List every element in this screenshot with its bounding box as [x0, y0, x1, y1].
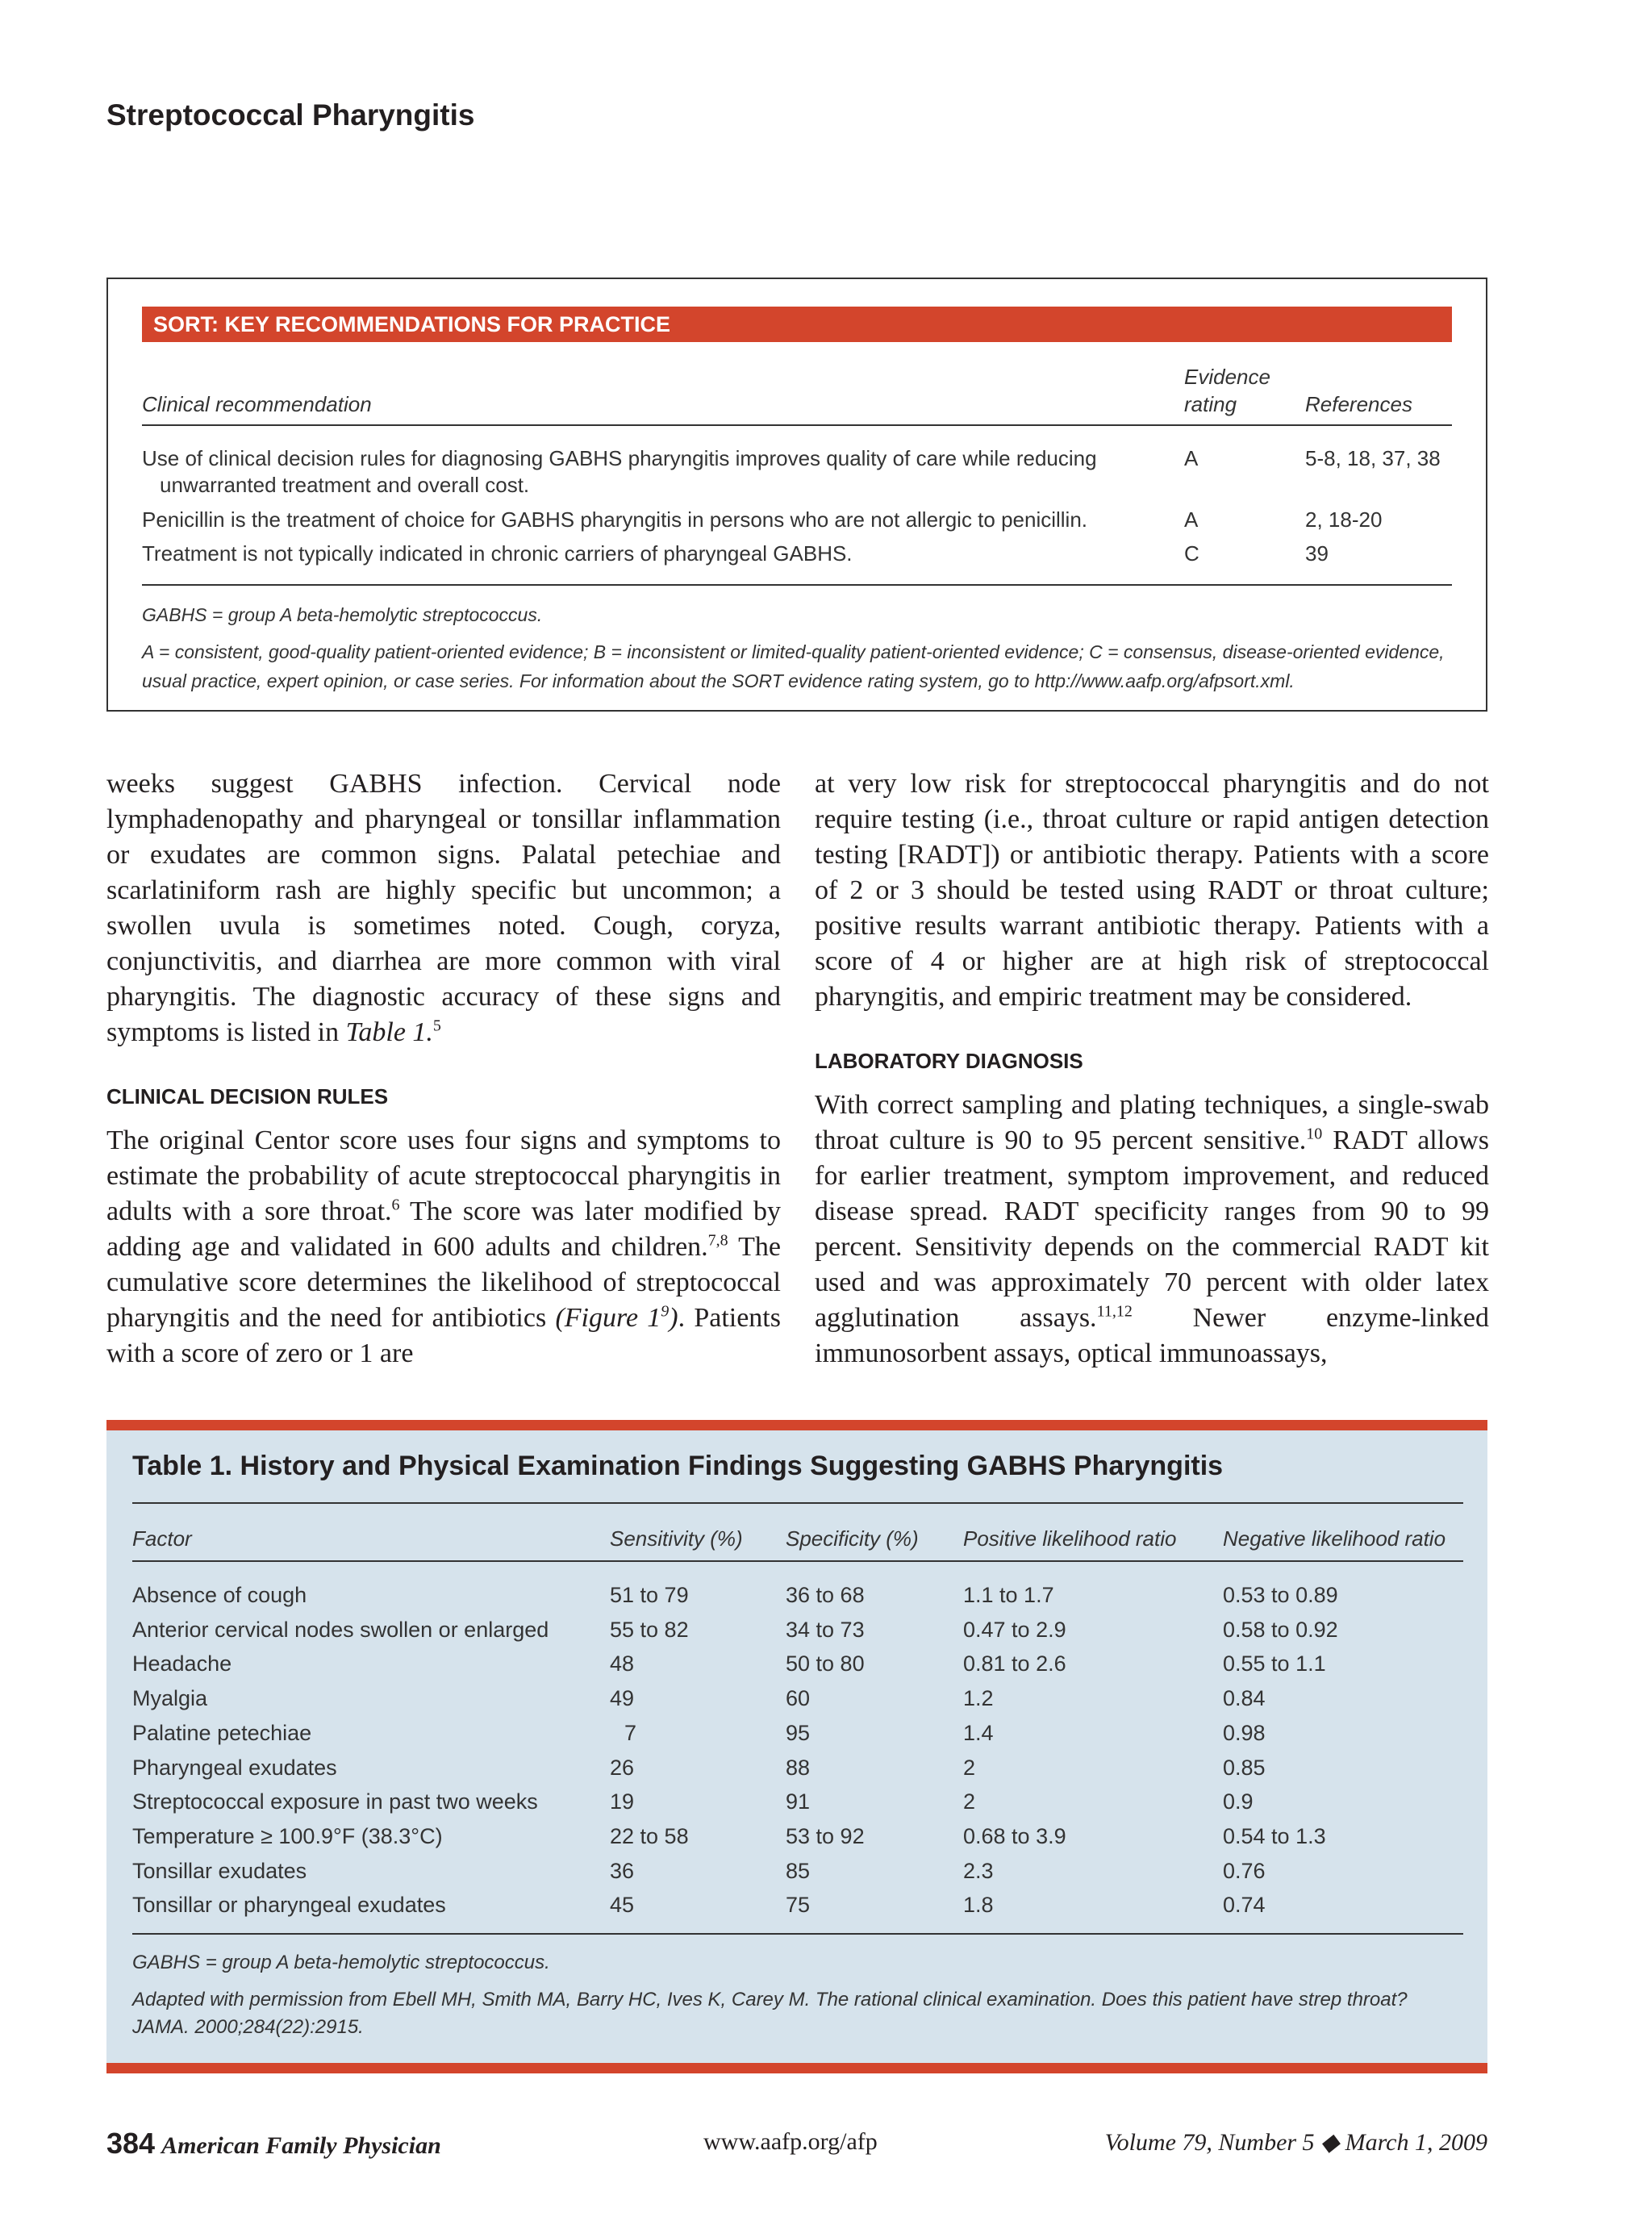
sort-header-references: References	[1305, 392, 1412, 416]
positive-lr-cell: 2	[963, 1755, 976, 1780]
sort-header-rule	[142, 424, 1452, 426]
sensitivity-cell: 19	[610, 1789, 635, 1814]
factor-cell: Myalgia	[132, 1686, 208, 1711]
negative-lr-cell: 0.74	[1223, 1893, 1266, 1918]
table-row	[132, 1578, 1463, 1612]
table-header-factor: Factor	[132, 1526, 192, 1551]
table-title-rule	[132, 1502, 1463, 1504]
positive-lr-cell: 0.68 to 3.9	[963, 1823, 1066, 1848]
sort-footnote-scale: A = consistent, good-quality patient-oriented evidence; B = inconsistent or limited-quality patient-oriented evidence; C = consensus, disease-oriented evidence, usual practice, expert opinion, or case series. For information about the SORT evidence rating system, go to http://www.aafp.org/afpsort.xml.	[142, 641, 1445, 691]
table-header-sensitivity: Sensitivity (%)	[610, 1526, 743, 1551]
sort-row-1-references: 5-8, 18, 37, 38	[1305, 446, 1441, 470]
table-bottom-bar	[106, 2063, 1487, 2073]
specificity-cell: 34 to 73	[786, 1617, 865, 1642]
specificity-cell: 50 to 80	[786, 1651, 865, 1676]
sensitivity-cell: 55 to 82	[610, 1617, 689, 1642]
table-row	[132, 1751, 1463, 1785]
factor-cell: Pharyngeal exudates	[132, 1755, 337, 1780]
footer-issue: Volume 79, Number 5 ◆ March 1, 2009	[1104, 2129, 1487, 2156]
negative-lr-cell: 0.54 to 1.3	[1223, 1823, 1326, 1848]
sort-row-1-recommendation: Use of clinical decision rules for diagnosing GABHS pharyngitis improves quality of care while reducing unwarranted treatment and overall cost.	[142, 446, 1097, 497]
sort-recommendations-box	[106, 278, 1487, 712]
factor-cell: Anterior cervical nodes swollen or enlarged	[132, 1617, 549, 1642]
left-para-1: weeks suggest GABHS infection. Cervical node lymphadenopathy and pharyngeal or tonsillar inflammation or exudates are common signs. Palatal petechiae and scarlatiniform rash are highly specific but uncommon; a swollen uvula is sometimes noted. Cough, coryza, conjunctivitis, and diarrhea are more common with viral pharyngitis. The diagnostic accuracy of these signs and symptoms is listed in Table 1.$^5$	[106, 769, 781, 1047]
left-para-2: The original Centor score uses four signs and symptoms to estimate the probability of acute streptococcal pharyngitis in adults with a sore throat.$^6$ The score was later modified by adding age and validated in 600 adults and children.$^{7,8}$ The cumulative score determines the likelihood of streptococcal pharyngitis and the need for antibiotics (Figure $1^9$). Patients with a score of zero or 1 are	[106, 1125, 781, 1368]
factor-cell: Tonsillar or pharyngeal exudates	[132, 1893, 446, 1918]
positive-lr-cell: 2.3	[963, 1858, 994, 1883]
table-footnote-source: Adapted with permission from Ebell MH, Smith MA, Barry HC, Ives K, Carey M. The rational clinical examination. Does this patient have strep throat? JAMA. 2000;284(22):2915.	[132, 1989, 1408, 2038]
specificity-cell: 88	[786, 1755, 811, 1780]
sort-row-2-recommendation: Penicillin is the treatment of choice for GABHS pharyngitis in persons who are not allergic to penicillin.	[142, 507, 1088, 532]
factor-cell: Streptococcal exposure in past two weeks	[132, 1789, 538, 1814]
table-row	[132, 1716, 1463, 1750]
sensitivity-cell: 49	[610, 1686, 635, 1711]
sort-row-3-references: 39	[1305, 541, 1329, 566]
positive-lr-cell: 2	[963, 1789, 976, 1814]
journal-name: American Family Physician	[161, 2132, 441, 2159]
sensitivity-cell: 22 to 58	[610, 1823, 689, 1848]
negative-lr-cell: 0.98	[1223, 1720, 1266, 1745]
factor-cell: Absence of cough	[132, 1583, 307, 1607]
right-column-text-1	[815, 766, 1489, 1015]
table-top-bar	[106, 1420, 1487, 1430]
sort-banner: SORT: KEY RECOMMENDATIONS FOR PRACTICE	[142, 307, 1452, 342]
sort-row-2-references: 2, 18-20	[1305, 507, 1383, 532]
specificity-cell: 75	[786, 1893, 811, 1918]
table-row	[132, 1613, 1463, 1647]
specificity-cell: 60	[786, 1686, 811, 1711]
left-column-text-2	[106, 1123, 781, 1372]
sensitivity-cell: 48	[610, 1651, 635, 1676]
table-1	[106, 1420, 1487, 2073]
positive-lr-cell: 1.4	[963, 1720, 994, 1745]
negative-lr-cell: 0.85	[1223, 1755, 1266, 1780]
table-footer-rule	[132, 1933, 1463, 1935]
table-row	[132, 1854, 1463, 1888]
table-row	[132, 1819, 1463, 1853]
footer-left	[106, 2127, 441, 2161]
table-row	[132, 1647, 1463, 1681]
negative-lr-cell: 0.76	[1223, 1858, 1266, 1883]
positive-lr-cell: 0.47 to 2.9	[963, 1617, 1066, 1642]
factor-cell: Temperature ≥ 100.9°F (38.3°C)	[132, 1823, 443, 1848]
table-header-rule	[132, 1560, 1463, 1562]
left-column-text-1	[106, 766, 781, 1050]
specificity-cell: 95	[786, 1720, 811, 1745]
table-header-specificity: Specificity (%)	[786, 1526, 919, 1551]
sort-footnote-abbrev: GABHS = group A beta-hemolytic streptococcus.	[142, 604, 543, 625]
negative-lr-cell: 0.84	[1223, 1686, 1266, 1711]
table-header-negative-lr: Negative likelihood ratio	[1223, 1526, 1446, 1551]
table-footnote-abbrev: GABHS = group A beta-hemolytic streptococcus.	[132, 1952, 550, 1973]
table-row	[132, 1888, 1463, 1922]
specificity-cell: 36 to 68	[786, 1583, 865, 1607]
right-para-2: With correct sampling and plating techniques, a single-swab throat culture is 90 to 95 percent sensitive.$^{10}$ RADT allows for earlier treatment, symptom improvement, and reduced disease spread. RADT specificity ranges from 90 to 99 percent. Sensitivity depends on the commercial RADT kit used and was approximately 70 percent with older latex agglutination assays.$^{11,12}$ Newer enzyme-linked immunosorbent assays, optical immunoassays,	[815, 1090, 1489, 1368]
specificity-cell: 85	[786, 1858, 811, 1883]
page-number: 384	[106, 2127, 156, 2160]
negative-lr-cell: 0.9	[1223, 1789, 1254, 1814]
negative-lr-cell: 0.55 to 1.1	[1223, 1651, 1326, 1676]
sort-header-evidence-line1: Evidence	[1184, 365, 1270, 389]
factor-cell: Headache	[132, 1651, 232, 1676]
sensitivity-cell: 45	[610, 1893, 635, 1918]
sensitivity-cell: 51 to 79	[610, 1583, 689, 1607]
sort-header-recommendation: Clinical recommendation	[142, 392, 372, 416]
table-title: Table 1. History and Physical Examination Findings Suggesting GABHS Pharyngitis	[132, 1451, 1224, 1481]
sort-row-3-rating: C	[1184, 541, 1199, 566]
positive-lr-cell: 1.8	[963, 1893, 994, 1918]
factor-cell: Palatine petechiae	[132, 1720, 312, 1745]
footer-url: www.aafp.org/afp	[703, 2128, 878, 2155]
right-para-1: at very low risk for streptococcal pharyngitis and do not require testing (i.e., throat culture or rapid antigen detection testing [RADT]) or antibiotic therapy. Patients with a score of 2 or 3 should be tested using RADT or throat culture; positive results warrant antibiotic therapy. Patients with a score of 4 or higher are at high risk of streptococcal pharyngitis, and empiric treatment may be considered.	[815, 769, 1489, 1012]
negative-lr-cell: 0.53 to 0.89	[1223, 1583, 1338, 1607]
specificity-cell: 91	[786, 1789, 811, 1814]
sort-row-1-rating: A	[1184, 446, 1199, 470]
negative-lr-cell: 0.58 to 0.92	[1223, 1617, 1338, 1642]
sort-footer-rule	[142, 584, 1452, 586]
table-header-positive-lr: Positive likelihood ratio	[963, 1526, 1177, 1551]
factor-cell: Tonsillar exudates	[132, 1858, 307, 1883]
sort-header-evidence-line2: rating	[1184, 392, 1237, 416]
sensitivity-cell: 26	[610, 1755, 635, 1780]
sensitivity-cell: 36	[610, 1858, 635, 1883]
subhead-laboratory-diagnosis: LABORATORY DIAGNOSIS	[815, 1049, 1083, 1073]
running-head: Streptococcal Pharyngitis	[106, 98, 475, 132]
sensitivity-cell: 7	[624, 1720, 637, 1745]
sort-row-2-rating: A	[1184, 507, 1199, 532]
right-column-text-2	[815, 1088, 1489, 1372]
table-row	[132, 1785, 1463, 1818]
positive-lr-cell: 1.2	[963, 1686, 994, 1711]
sort-row-3-recommendation: Treatment is not typically indicated in chronic carriers of pharyngeal GABHS.	[142, 541, 853, 566]
table-row	[132, 1681, 1463, 1715]
positive-lr-cell: 0.81 to 2.6	[963, 1651, 1066, 1676]
specificity-cell: 53 to 92	[786, 1823, 865, 1848]
subhead-clinical-decision-rules: CLINICAL DECISION RULES	[106, 1084, 389, 1109]
positive-lr-cell: 1.1 to 1.7	[963, 1583, 1054, 1607]
